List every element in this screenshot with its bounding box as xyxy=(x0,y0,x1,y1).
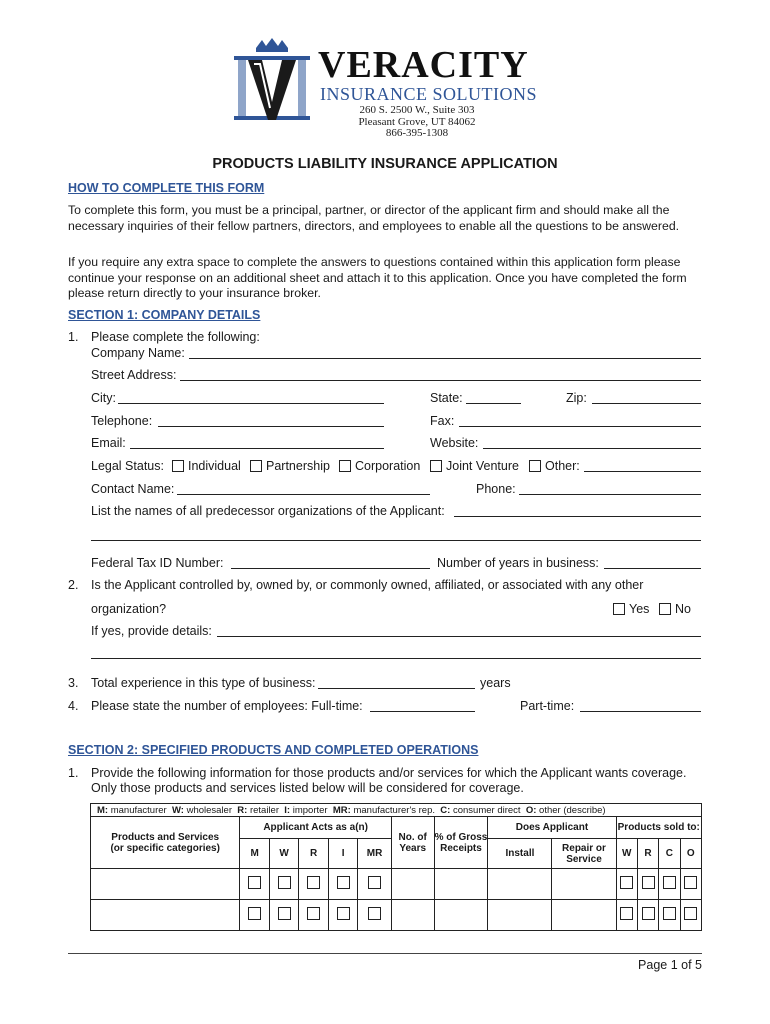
product-cell[interactable] xyxy=(91,869,240,900)
sold-w: W xyxy=(616,839,637,869)
years-business-label: Number of years in business: xyxy=(437,556,599,570)
section-2-heading: SECTION 2: SPECIFIED PRODUCTS AND COMPLETED OPERATIONS xyxy=(68,743,479,757)
checkbox[interactable] xyxy=(684,907,697,920)
checkbox[interactable] xyxy=(663,907,676,920)
zip-label: Zip: xyxy=(566,391,587,405)
footer-divider xyxy=(68,953,702,954)
checkbox[interactable] xyxy=(642,876,655,889)
col-does-applicant: Does Applicant xyxy=(488,817,616,839)
col-install: Install xyxy=(488,839,552,869)
state-field[interactable] xyxy=(466,403,521,404)
city-label: City: xyxy=(91,391,116,405)
q2-details-field-2[interactable] xyxy=(91,658,701,659)
checkbox[interactable] xyxy=(620,907,633,920)
checkbox-no[interactable] xyxy=(659,603,671,615)
header-phone: 866-395-1308 xyxy=(385,127,449,139)
checkbox[interactable] xyxy=(368,907,381,920)
act-r: R xyxy=(299,839,328,869)
years-cell[interactable] xyxy=(391,869,434,900)
legal-status-corporation[interactable]: Corporation xyxy=(339,459,420,473)
company-name-field[interactable] xyxy=(189,358,701,359)
product-cell[interactable] xyxy=(91,900,240,931)
telephone-field[interactable] xyxy=(158,426,384,427)
act-m: M xyxy=(240,839,269,869)
act-w: W xyxy=(269,839,298,869)
act-mr: MR xyxy=(358,839,392,869)
predecessor-label: List the names of all predecessor organizations of the Applicant: xyxy=(91,504,445,518)
q2-details-field[interactable] xyxy=(217,636,701,637)
question-1-number: 1. xyxy=(68,330,79,344)
question-4-text: Please state the number of employees: Full-time: xyxy=(91,699,363,713)
checkbox[interactable] xyxy=(307,876,320,889)
checkbox[interactable] xyxy=(278,907,291,920)
table-row xyxy=(91,869,702,900)
state-label: State: xyxy=(430,391,463,405)
checkbox[interactable] xyxy=(684,876,697,889)
address-line-2: Pleasant Grove, UT 84062 xyxy=(358,115,476,128)
s2-question-1-line-1: Provide the following information for those products and/or services for which the Applicant wants coverage. xyxy=(91,766,687,780)
legal-status-other[interactable]: Other: xyxy=(529,459,580,473)
logo xyxy=(232,38,542,138)
sold-r: R xyxy=(637,839,658,869)
checkbox[interactable] xyxy=(248,876,261,889)
gross-cell[interactable] xyxy=(434,869,488,900)
s2-question-1-line-2: Only those products and services listed below will be considered for coverage. xyxy=(91,781,524,795)
zip-field[interactable] xyxy=(592,403,701,404)
fax-field[interactable] xyxy=(459,426,701,427)
install-cell[interactable] xyxy=(488,869,552,900)
question-2-text: Is the Applicant controlled by, owned by, or commonly owned, affiliated, or associated with any other xyxy=(91,578,644,592)
contact-name-field[interactable] xyxy=(177,494,430,495)
col-products: Products and Services (or specific categories) xyxy=(91,817,240,869)
predecessor-field[interactable] xyxy=(454,516,701,517)
legal-status-label: Legal Status: xyxy=(91,459,164,473)
legal-status-individual[interactable]: Individual xyxy=(172,459,241,473)
company-name-label: Company Name: xyxy=(91,346,185,360)
checkbox-other[interactable] xyxy=(529,460,541,472)
fax-label: Fax: xyxy=(430,414,455,428)
tax-id-label: Federal Tax ID Number: xyxy=(91,556,224,570)
checkbox-yes[interactable] xyxy=(613,603,625,615)
q2-details-label: If yes, provide details: xyxy=(91,624,212,638)
install-cell[interactable] xyxy=(488,900,552,931)
telephone-label: Telephone: xyxy=(91,414,153,428)
q2-yes-option[interactable]: Yes xyxy=(613,602,649,616)
col-applicant-acts: Applicant Acts as a(n) xyxy=(240,817,391,839)
checkbox-partnership[interactable] xyxy=(250,460,262,472)
email-field[interactable] xyxy=(130,448,384,449)
address-line-1: 260 S. 2500 W., Suite 303 xyxy=(359,104,475,116)
checkbox[interactable] xyxy=(663,876,676,889)
page-title: PRODUCTS LIABILITY INSURANCE APPLICATION xyxy=(212,156,558,172)
how-to-paragraph-2: If you require any extra space to complete the answers to questions contained within this application form please continue your response on an additional sheet and attach it to this application. Once you have completed the form please return directly to your insurance broker. xyxy=(68,255,687,300)
question-2-number: 2. xyxy=(68,578,79,592)
checkbox[interactable] xyxy=(337,876,350,889)
veracity-shield-logo-icon xyxy=(232,38,312,133)
part-time-label: Part-time: xyxy=(520,699,575,713)
products-table xyxy=(90,803,702,931)
checkbox-corporation[interactable] xyxy=(339,460,351,472)
act-i: I xyxy=(328,839,357,869)
checkbox[interactable] xyxy=(307,907,320,920)
street-address-field[interactable] xyxy=(180,380,701,381)
checkbox-joint-venture[interactable] xyxy=(430,460,442,472)
brand-subtitle: INSURANCE SOLUTIONS xyxy=(320,84,538,104)
phone-field[interactable] xyxy=(519,494,701,495)
col-repair: Repair or Service xyxy=(552,839,616,869)
checkbox[interactable] xyxy=(278,876,291,889)
question-1-text: Please complete the following: xyxy=(91,330,260,344)
page-number: Page 1 of 5 xyxy=(638,958,702,972)
question-2-text-cont: organization? xyxy=(91,602,167,616)
question-3-number: 3. xyxy=(68,676,79,690)
legal-status-partnership[interactable]: Partnership xyxy=(250,459,330,473)
gross-cell[interactable] xyxy=(434,900,488,931)
experience-field[interactable] xyxy=(318,688,475,689)
full-time-field[interactable] xyxy=(370,711,475,712)
repair-cell[interactable] xyxy=(552,869,616,900)
repair-cell[interactable] xyxy=(552,900,616,931)
phone-label: Phone: xyxy=(476,482,516,496)
table-row xyxy=(91,900,702,931)
checkbox[interactable] xyxy=(642,907,655,920)
col-products-sold: Products sold to: xyxy=(616,817,701,839)
checkbox-individual[interactable] xyxy=(172,460,184,472)
brand-name: VERACITY xyxy=(318,44,529,86)
legal-status-joint-venture[interactable]: Joint Venture xyxy=(430,459,519,473)
question-3-text: Total experience in this type of business: xyxy=(91,676,316,690)
contact-name-label: Contact Name: xyxy=(91,482,175,496)
years-business-field[interactable] xyxy=(604,568,701,569)
checkbox[interactable] xyxy=(620,876,633,889)
sold-c: C xyxy=(659,839,680,869)
sold-o: O xyxy=(680,839,701,869)
website-label: Website: xyxy=(430,436,479,450)
col-gross-receipts: % of Gross Receipts xyxy=(434,817,488,869)
city-field[interactable] xyxy=(118,403,384,404)
question-4-number: 4. xyxy=(68,699,79,713)
email-label: Email: xyxy=(91,436,126,450)
website-field[interactable] xyxy=(483,448,701,449)
section-1-heading: SECTION 1: COMPANY DETAILS xyxy=(68,308,261,322)
other-field[interactable] xyxy=(584,471,701,472)
checkbox[interactable] xyxy=(337,907,350,920)
predecessor-field-2[interactable] xyxy=(91,540,701,541)
checkbox[interactable] xyxy=(248,907,261,920)
col-years: No. of Years xyxy=(391,817,434,869)
q2-no-option[interactable]: No xyxy=(659,602,691,616)
years-label: years xyxy=(480,676,511,690)
part-time-field[interactable] xyxy=(580,711,701,712)
checkbox[interactable] xyxy=(368,876,381,889)
legend-row: M: manufacturer W: wholesaler R: retailer I: importer MR: manufacturer's rep. C: consumer direct O: other (describe) xyxy=(91,804,702,817)
street-address-label: Street Address: xyxy=(91,368,177,382)
years-cell[interactable] xyxy=(391,900,434,931)
s2-question-1-text xyxy=(91,766,711,796)
how-to-heading: HOW TO COMPLETE THIS FORM xyxy=(68,181,265,195)
tax-id-field[interactable] xyxy=(231,568,430,569)
s2-question-1-number: 1. xyxy=(68,766,79,780)
how-to-paragraph-1: To complete this form, you must be a principal, partner, or director of the applicant firm and should make all the necessary inquiries of their fellow partners, directors, and employees to enable all the questions to be answered. xyxy=(68,203,680,233)
